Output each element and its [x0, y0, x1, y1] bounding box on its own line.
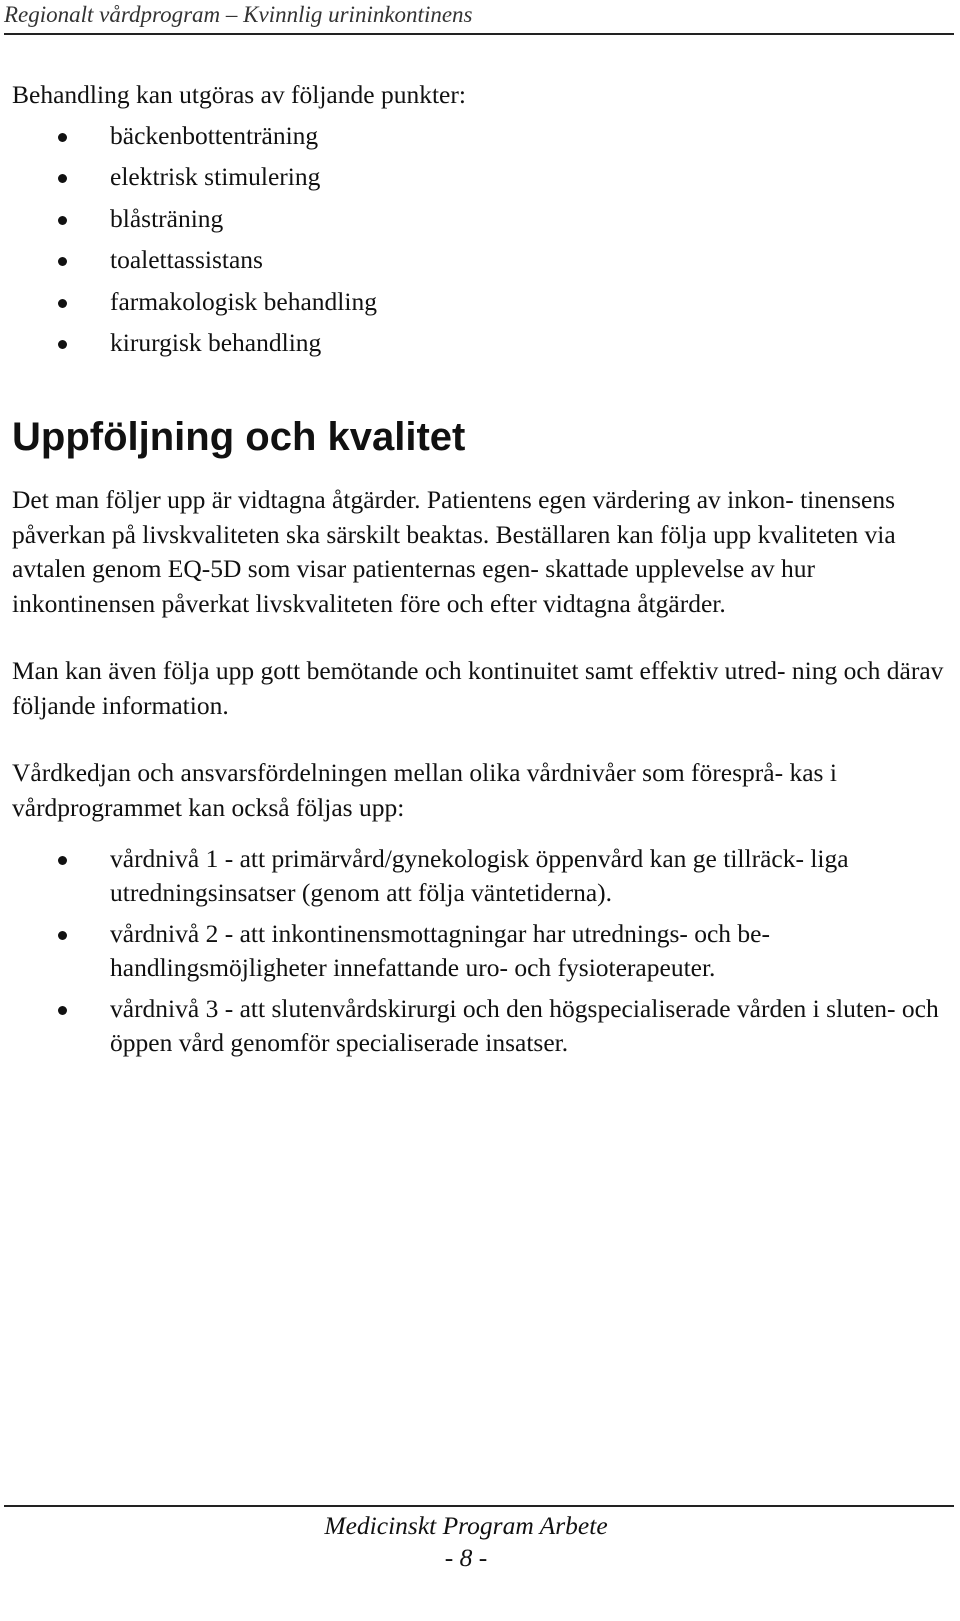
- list-item-text: toalettassistans: [110, 245, 263, 274]
- bullet-icon: [58, 299, 67, 308]
- page-body: [12, 78, 947, 1067]
- paragraph-care-chain: Vårdkedjan och ansvarsfördelningen mellan olika vårdnivåer som föresprå- kas i vårdprogrammet kan också följas upp:: [12, 758, 837, 822]
- bullet-icon: [58, 931, 67, 940]
- page-number: - 8 -: [444, 1543, 488, 1572]
- intro-text: Behandling kan utgöras av följande punkter:: [12, 80, 466, 109]
- list-item-text: vårdnivå 2 - att inkontinensmottagningar har utrednings- och be- handlingsmöjligheter innefattande uro- och fysioterapeuter.: [110, 919, 770, 982]
- bullet-icon: [58, 856, 67, 865]
- bullet-icon: [58, 174, 67, 183]
- bullet-icon: [58, 133, 67, 142]
- section-heading: Uppföljning och kvalitet: [12, 415, 466, 459]
- list-item: [12, 285, 947, 319]
- bullet-icon: [58, 340, 67, 349]
- list-item-text: vårdnivå 1 - att primärvård/gynekologisk öppenvård kan ge tillräck- liga utredningsinsatser (genom att följa väntetiderna).: [110, 844, 849, 907]
- paragraph-continuity: Man kan även följa upp gott bemötande och kontinuitet samt effektiv utred- ning och därav följande information.: [12, 656, 944, 720]
- list-item-text: kirurgisk behandling: [110, 328, 322, 357]
- list-item: [12, 917, 947, 985]
- list-item-text: vårdnivå 3 - att slutenvårdskirurgi och den högspecialiserade vården i sluten- och öppen vård genomför specialiserade insatser.: [110, 994, 939, 1057]
- paragraph-followup: Det man följer upp är vidtagna åtgärder. Patientens egen värdering av inkon- tinensens påverkan på livskvaliteten ska särskilt beaktas. Beställaren kan följa upp kvaliteten via avtalen genom EQ-5D som visar patienternas egen- skattade upplevelse av hur inkontinensen påverkat livskvaliteten före och efter vidtagna åtgärder.: [12, 485, 896, 618]
- treatment-list: [12, 119, 947, 361]
- list-item: [12, 202, 947, 236]
- running-header: Regionalt vårdprogram – Kvinnlig urininkontinens: [4, 2, 473, 27]
- list-item-text: blåsträning: [110, 203, 224, 233]
- footer-title: Medicinskt Program Arbete: [324, 1511, 608, 1540]
- list-item-text: elektrisk stimulering: [110, 162, 321, 191]
- list-item: [12, 119, 947, 153]
- list-item-text: bäckenbottenträning: [110, 120, 319, 150]
- care-level-list: [12, 842, 947, 1060]
- list-item-text: farmakologisk behandling: [110, 286, 377, 316]
- bullet-icon: [58, 257, 67, 266]
- list-item: [12, 243, 947, 277]
- list-item: [12, 842, 947, 910]
- bullet-icon: [58, 1006, 67, 1015]
- list-item: [12, 326, 947, 360]
- list-item: [12, 160, 947, 194]
- header-divider: [4, 33, 954, 35]
- footer-divider: [4, 1505, 954, 1507]
- bullet-icon: [58, 216, 67, 225]
- list-item: [12, 992, 947, 1060]
